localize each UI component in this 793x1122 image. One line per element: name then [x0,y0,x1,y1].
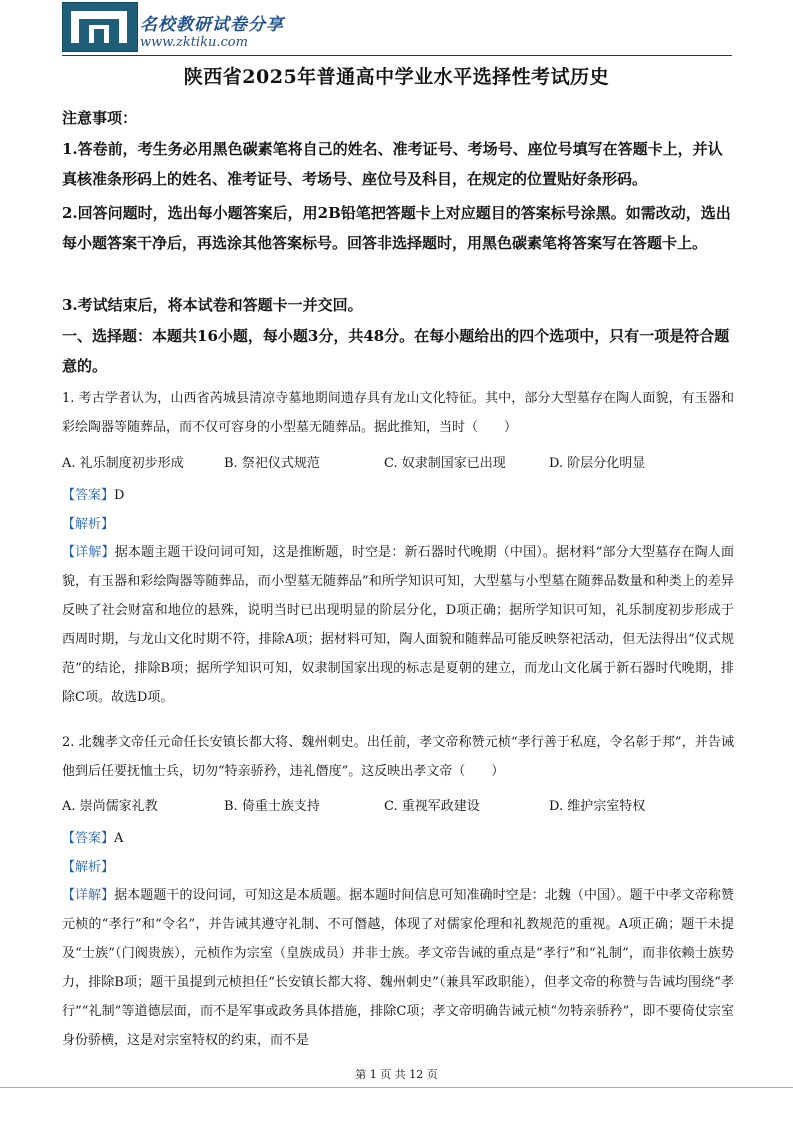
answer-line-2 [62,827,123,846]
question-1-detail [62,538,734,712]
question-1-stem: 1. 考古学者认为，山西省芮城县清凉寺墓地期间遗存具有龙山文化特征。其中，部分大型墓存在陶人面貌，有玉器和彩绘陶器等随葬品，而不仅可容身的小型墓无随葬品。据此推知，当时（ ） [62,391,734,435]
question-2-stem: 2. 北魏孝文帝任元命任长安镇长都大将、魏州刺史。出任前，孝文帝称赞元桢“孝行善于私庭，令名彰于邦”，并告诫他到后任要抚恤士兵，切勿“特亲骄矜，违礼僭度”。这反映出孝文帝（ ） [62,735,734,779]
detail-text: 据本题主题干设问词可知，这是推断题，时空是：新石器时代晚期（中国）。据材料“部分大型墓存在陶人面貌，有玉器和彩绘陶器等随葬品，而小型墓无随葬品”和所学知识可知，大型墓与小型墓在随葬品数量和种类上的差异反映了社会财富和地位的悬殊，说明当时已出现明显的阶层分化，D项正确；据所学知识可知，礼乐制度初步形成于西周时期，与龙山文化时期不符，排除A项；据材料可知，陶人面貌和随葬品可能反映祭祀活动，但无法得出“仪式规范”的结论，排除B项；据所学知识可知，奴隶制国家出现的标志是夏朝的建立，而龙山文化属于新石器时代晚期，排除C项。故选D项。 [62,545,734,705]
analysis-tag: 【解析】 [62,860,115,875]
detail-tag: 【详解】 [62,888,115,903]
logo-mark [62,2,138,52]
question-2-detail [62,881,734,1063]
logo-url: www.zktiku.com [140,35,248,50]
notice-item-2: 2.回答问题时，选出每小题答案后，用2B铅笔把答题卡上对应题目的答案标号涂黑。如需改动，选出每小题答案干净后，再选涂其他答案标号。回答非选择题时，用黑色碳素笔将答案写在答题卡上。 [62,204,731,252]
notice-item-3: 3.考试结束后，将本试卷和答题卡一并交回。 [62,296,363,314]
page-number: 第 1 页 共 12 页 [355,1068,438,1081]
page-title: 陕西省2025年普通高中学业水平选择性考试历史 [183,66,610,88]
option-a: A. 崇尚儒家礼教 [62,799,158,814]
option-b: B. 祭祀仪式规范 [224,456,320,471]
header-divider [62,55,732,56]
option-c: C. 重视军政建设 [384,799,480,814]
logo-name: 名校教研试卷分享 [140,15,284,35]
option-d: D. 阶层分化明显 [549,456,646,471]
answer-tag: 【答案】 [62,831,115,846]
option-d: D. 维护宗室特权 [549,799,646,814]
analysis-tag: 【解析】 [62,517,115,532]
option-a: A. 礼乐制度初步形成 [62,456,184,471]
notice-heading: 注意事项： [62,109,138,127]
option-c: C. 奴隶制国家已出现 [384,456,506,471]
option-b: B. 倚重士族支持 [224,799,320,814]
notice-item-1: 1.答卷前，考生务必用黑色碳素笔将自己的姓名、准考证号、考场号、座位号填写在答题卡上，并认真核准条形码上的姓名、准考证号、考场号、座位号及科目，在规定的位置贴好条形码。 [62,140,723,188]
answer-value: A [114,831,124,846]
answer-tag: 【答案】 [62,488,115,503]
detail-tag: 【详解】 [62,545,115,560]
answer-line-1 [62,484,124,503]
footer-divider [0,1087,793,1088]
answer-value: D [114,488,125,503]
section-heading: 一、选择题：本题共16小题，每小题3分，共48分。在每小题给出的四个选项中，只有一项是符合题意的。 [62,327,730,375]
detail-text: 据本题题干的设问词，可知这是本质题。据本题时间信息可知准确时空是：北魏（中国）。题干中孝文帝称赞元桢的“孝行”和“令名”，并告诫其遵守礼制、不可僭越，体现了对儒家伦理和礼教规范的重视。A项正确；题干未提及“士族”（门阀贵族），元桢作为宗室（皇族成员）并非士族。孝文帝告诫的重点是“孝行”和“礼制”，而非依赖士族势力，排除B项；题干虽提到元桢担任“长安镇长都大将、魏州刺史”（兼具军政职能），但孝文帝的称赞与告诫均围绕“孝行”“礼制”等道德层面，而不是军事或政务具体措施，排除C项；孝文帝明确告诫元桢“勿特亲骄矜”，即不要倚仗宗室身份骄横，这是对宗室特权的约束，而不是 [62,888,734,1048]
